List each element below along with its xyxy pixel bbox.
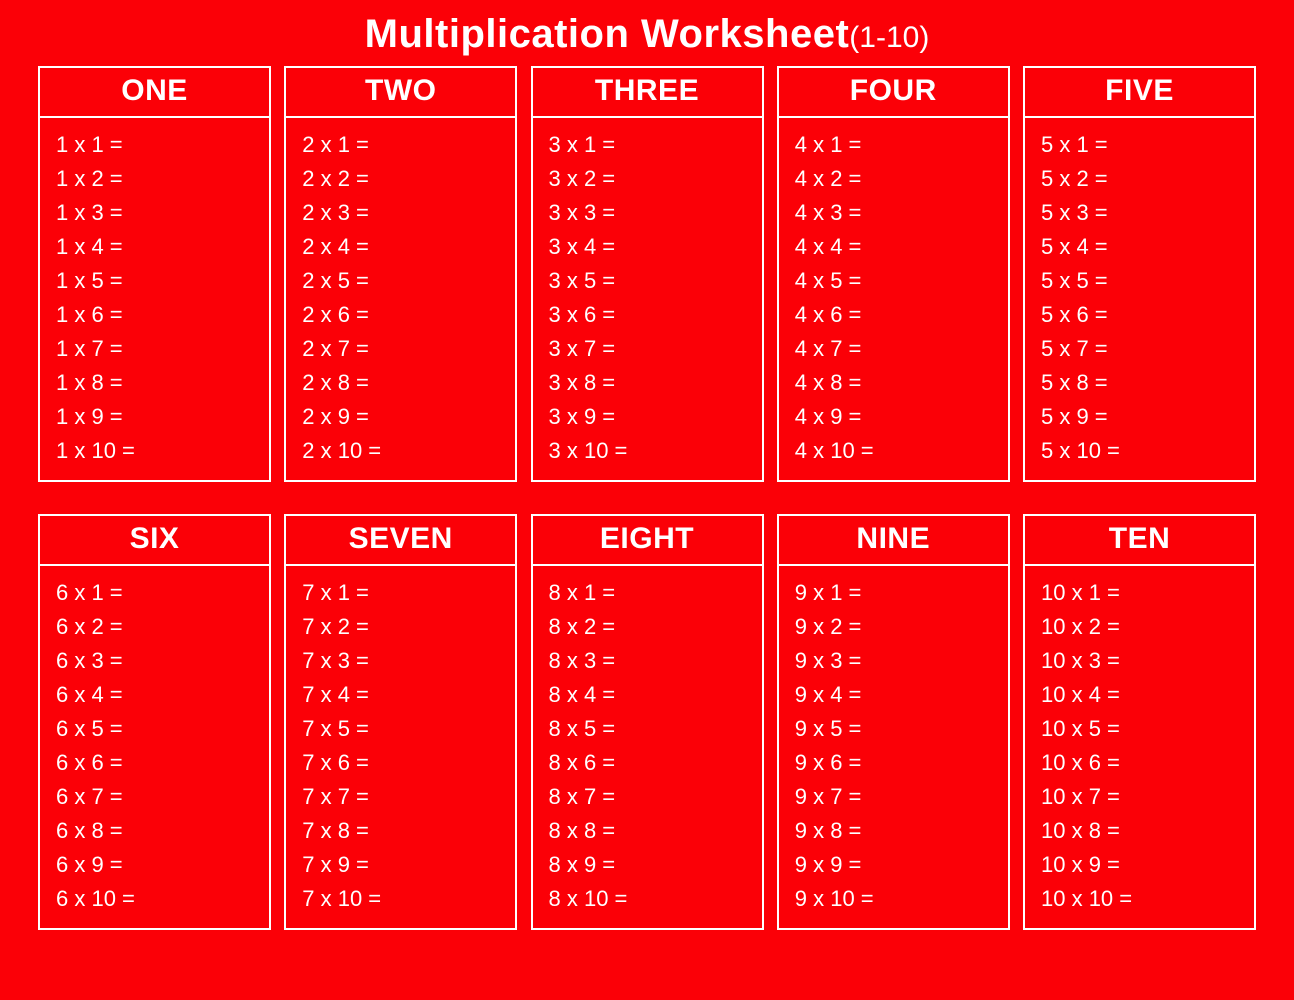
fact-line: 6 x 8 = [56,818,123,843]
fact-line: 8 x 8 = [548,818,616,843]
fact-line: 8 x 4 = [548,682,616,707]
fact-line: 3 x 1 = [548,132,616,157]
fact-line: 3 x 6 = [548,302,616,327]
fact-line: 5 x 3 = [1041,200,1108,225]
fact-line: 7 x 7 = [302,784,369,809]
fact-line: 8 x 5 = [548,716,616,741]
fact-line: 9 x 10 = [794,886,874,911]
fact-line: 7 x 3 = [302,648,369,673]
card-facts [1025,566,1254,928]
card-facts [40,566,269,928]
fact-line: 2 x 8 = [302,370,369,395]
fact-line: 9 x 7 = [794,784,862,809]
fact-line: 6 x 10 = [56,886,135,911]
fact-line: 1 x 2 = [56,166,123,191]
fact-line: 2 x 2 = [302,166,369,191]
card-heading: FOUR [779,68,1008,118]
fact-line: 5 x 1 = [1041,132,1108,157]
fact-line: 8 x 9 = [548,852,616,877]
fact-line: 4 x 10 = [794,438,874,463]
fact-line: 7 x 10 = [302,886,382,911]
fact-line: 7 x 2 = [302,614,369,639]
times-table-card [777,66,1010,482]
fact-line: 5 x 6 = [1041,302,1108,327]
fact-line: 4 x 8 = [794,370,862,395]
page-title [38,0,1256,66]
times-table-card [531,514,764,930]
fact-line: 1 x 8 = [56,370,123,395]
fact-line: 3 x 10 = [548,438,628,463]
fact-line: 2 x 4 = [302,234,369,259]
fact-line: 5 x 5 = [1041,268,1108,293]
fact-line: 10 x 7 = [1041,784,1120,809]
fact-line: 8 x 7 = [548,784,616,809]
card-heading: FIVE [1025,68,1254,118]
fact-line: 2 x 9 = [302,404,369,429]
card-heading: ONE [40,68,269,118]
times-table-card [777,514,1010,930]
card-heading: TWO [286,68,515,118]
fact-line: 3 x 5 = [548,268,616,293]
card-heading: EIGHT [533,516,762,566]
fact-line: 8 x 1 = [548,580,616,605]
fact-line: 1 x 3 = [56,200,123,225]
fact-line: 2 x 1 = [302,132,369,157]
fact-line: 9 x 6 = [794,750,862,775]
fact-line: 10 x 1 = [1041,580,1120,605]
fact-line: 3 x 3 = [548,200,616,225]
fact-line: 7 x 1 = [302,580,369,605]
fact-line: 6 x 6 = [56,750,123,775]
times-table-card [284,514,517,930]
times-table-card [284,66,517,482]
fact-line: 7 x 5 = [302,716,369,741]
fact-line: 1 x 7 = [56,336,123,361]
fact-line: 8 x 10 = [548,886,628,911]
fact-line: 9 x 8 = [794,818,862,843]
fact-line: 10 x 4 = [1041,682,1120,707]
fact-line: 9 x 5 = [794,716,862,741]
fact-line: 9 x 3 = [794,648,862,673]
fact-line: 4 x 2 = [794,166,862,191]
fact-line: 3 x 7 = [548,336,616,361]
times-table-card [38,514,271,930]
card-facts [40,118,269,480]
fact-line: 6 x 7 = [56,784,123,809]
fact-line: 5 x 8 = [1041,370,1108,395]
fact-line: 10 x 5 = [1041,716,1120,741]
fact-line: 9 x 2 = [794,614,862,639]
fact-line: 3 x 2 = [548,166,616,191]
fact-line: 1 x 4 = [56,234,123,259]
fact-line: 7 x 6 = [302,750,369,775]
fact-line: 9 x 9 = [794,852,862,877]
fact-line: 5 x 4 = [1041,234,1108,259]
fact-line: 2 x 5 = [302,268,369,293]
fact-line: 3 x 9 = [548,404,616,429]
fact-line: 2 x 6 = [302,302,369,327]
fact-line: 1 x 10 = [56,438,135,463]
fact-line: 1 x 5 = [56,268,123,293]
fact-line: 6 x 2 = [56,614,123,639]
card-heading: THREE [533,68,762,118]
fact-line: 4 x 1 = [794,132,862,157]
card-heading: NINE [779,516,1008,566]
fact-line: 9 x 1 = [794,580,862,605]
fact-line: 6 x 3 = [56,648,123,673]
card-facts [286,118,515,480]
fact-line: 4 x 4 = [794,234,862,259]
card-facts [286,566,515,928]
fact-line: 2 x 10 = [302,438,382,463]
fact-line: 7 x 8 = [302,818,369,843]
fact-line: 9 x 4 = [794,682,862,707]
fact-line: 8 x 3 = [548,648,616,673]
fact-line: 1 x 9 = [56,404,123,429]
page-title-range: (1-10) [849,21,930,54]
card-facts [533,566,762,928]
card-facts [533,118,762,480]
fact-line: 6 x 9 = [56,852,123,877]
card-heading: SEVEN [286,516,515,566]
card-facts [1025,118,1254,480]
fact-line: 4 x 5 = [794,268,862,293]
fact-line: 7 x 9 = [302,852,369,877]
card-facts [779,118,1008,480]
fact-line: 4 x 9 = [794,404,862,429]
card-facts [779,566,1008,928]
fact-line: 3 x 8 = [548,370,616,395]
card-heading: TEN [1025,516,1254,566]
fact-line: 1 x 6 = [56,302,123,327]
times-table-card [531,66,764,482]
times-table-card [1023,66,1256,482]
fact-line: 5 x 9 = [1041,404,1108,429]
fact-line: 5 x 2 = [1041,166,1108,191]
table-row-group-1 [38,66,1256,482]
table-row-group-2 [38,514,1256,930]
fact-line: 5 x 7 = [1041,336,1108,361]
times-table-card [1023,514,1256,930]
fact-line: 4 x 6 = [794,302,862,327]
fact-line: 1 x 1 = [56,132,123,157]
times-table-card [38,66,271,482]
fact-line: 6 x 4 = [56,682,123,707]
fact-line: 8 x 6 = [548,750,616,775]
fact-line: 2 x 3 = [302,200,369,225]
fact-line: 5 x 10 = [1041,438,1120,463]
fact-line: 10 x 2 = [1041,614,1120,639]
fact-line: 8 x 2 = [548,614,616,639]
fact-line: 4 x 3 = [794,200,862,225]
fact-line: 10 x 6 = [1041,750,1120,775]
fact-line: 10 x 10 = [1041,886,1133,911]
fact-line: 6 x 1 = [56,580,123,605]
fact-line: 2 x 7 = [302,336,369,361]
fact-line: 10 x 3 = [1041,648,1120,673]
fact-line: 3 x 4 = [548,234,616,259]
card-heading: SIX [40,516,269,566]
fact-line: 6 x 5 = [56,716,123,741]
fact-line: 4 x 7 = [794,336,862,361]
page-title-main: Multiplication Worksheet [364,12,850,56]
fact-line: 7 x 4 = [302,682,369,707]
fact-line: 10 x 9 = [1041,852,1120,877]
fact-line: 10 x 8 = [1041,818,1120,843]
